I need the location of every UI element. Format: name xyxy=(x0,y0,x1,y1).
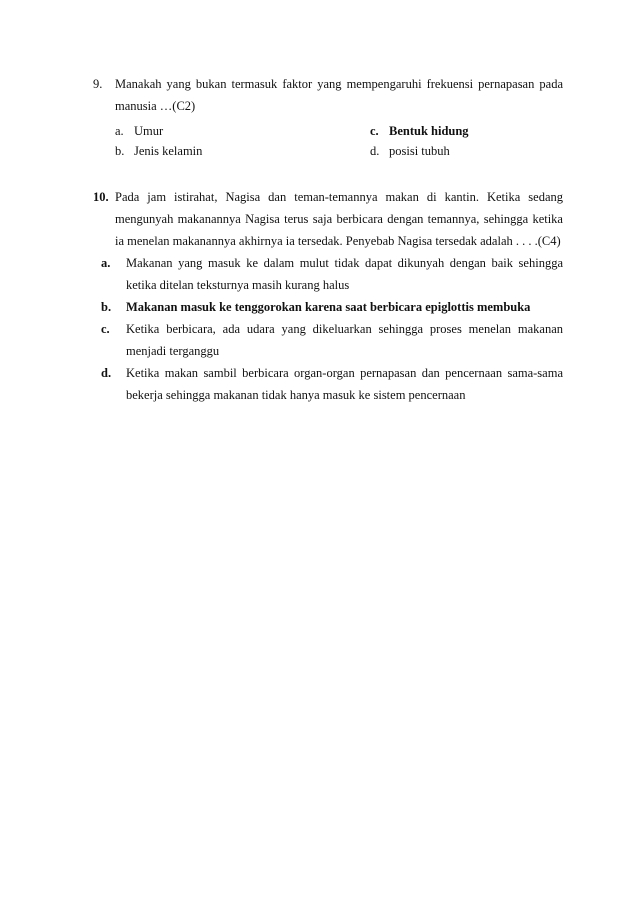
question-text: Pada jam istirahat, Nagisa dan teman-temannya makan di kantin. Ketika sedang mengunyah makanannya Nagisa terus saja berbicara dengan temannya, sehingga ketika ia menelan makanannya akhirnya ia tersedak. Penyebab Nagisa tersedak adalah . . . .(C4) xyxy=(115,190,563,248)
question-text: Manakah yang bukan termasuk faktor yang mempengaruhi frekuensi pernapasan pada manusia …(C2) xyxy=(115,77,563,113)
option-letter: b. xyxy=(115,144,125,158)
option-text: Ketika makan sambil berbicara organ-organ pernapasan dan pencernaan sama-sama bekerja sehingga makanan tidak hanya masuk ke sistem pencernaan xyxy=(126,366,563,402)
option-letter: c. xyxy=(370,124,379,138)
option-letter: d. xyxy=(370,144,380,158)
option-text: Makanan masuk ke tenggorokan karena saat berbicara epiglottis membuka xyxy=(126,300,531,314)
option-text: Makanan yang masuk ke dalam mulut tidak dapat dikunyah dengan baik sehingga ketika ditelan teksturnya masih kurang halus xyxy=(126,256,563,292)
question-number: 9. xyxy=(93,77,103,91)
option-a[interactable] xyxy=(101,252,563,296)
option-text: Jenis kelamin xyxy=(134,144,203,158)
option-letter: b. xyxy=(101,300,112,314)
option-b[interactable] xyxy=(115,140,202,162)
question-stem xyxy=(93,186,563,252)
option-text: posisi tubuh xyxy=(389,144,450,158)
question-number: 10. xyxy=(93,190,109,204)
question-9 xyxy=(93,73,563,168)
option-c[interactable] xyxy=(101,318,563,362)
option-text: Umur xyxy=(134,124,164,138)
option-a[interactable] xyxy=(115,120,163,142)
question-10 xyxy=(93,186,563,406)
option-d[interactable] xyxy=(101,362,563,406)
option-text: Ketika berbicara, ada udara yang dikeluarkan sehingga proses menelan makanan menjadi terganggu xyxy=(126,322,563,358)
option-letter: a. xyxy=(101,256,111,270)
option-letter: a. xyxy=(115,124,124,138)
option-d[interactable] xyxy=(370,140,450,162)
option-text: Bentuk hidung xyxy=(389,124,469,138)
option-c[interactable] xyxy=(370,120,469,142)
option-b[interactable] xyxy=(101,296,563,318)
option-letter: d. xyxy=(101,366,112,380)
question-stem xyxy=(93,73,563,117)
options-grid xyxy=(93,140,563,168)
option-letter: c. xyxy=(101,322,110,336)
